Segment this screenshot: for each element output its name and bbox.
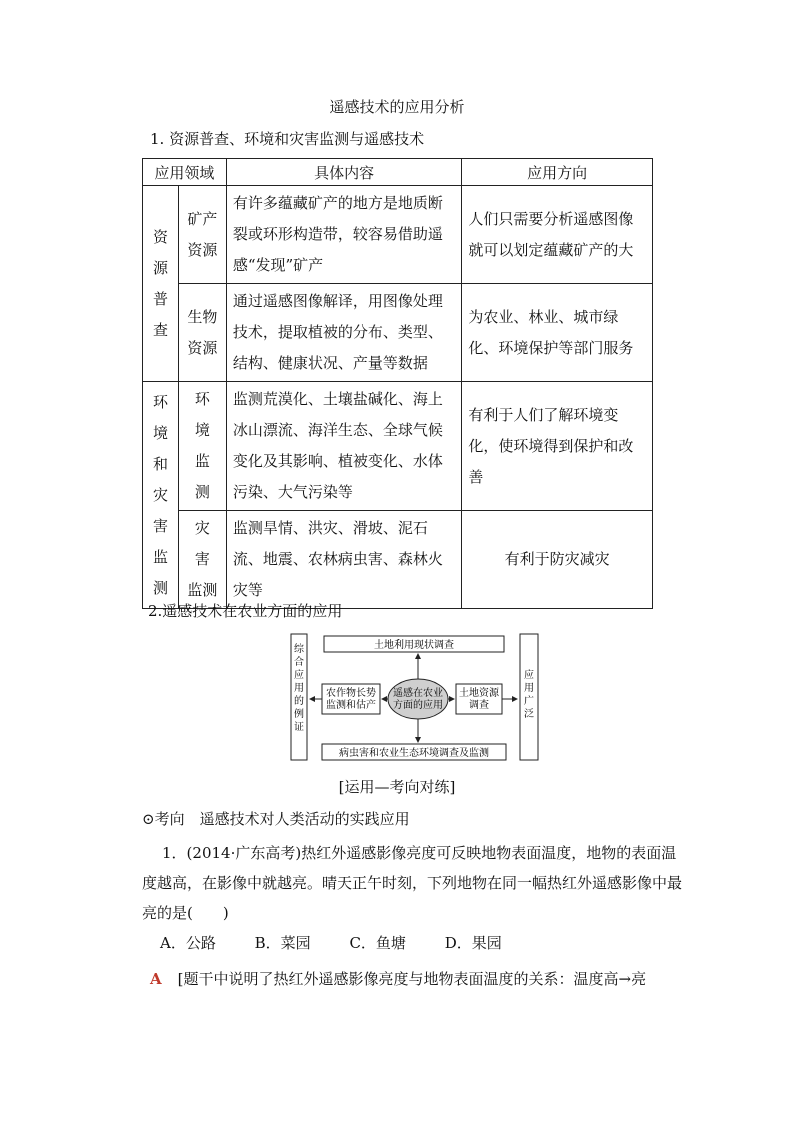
section-heading-1: 1. 资源普查、环境和灾害监测与遥感技术 bbox=[150, 130, 425, 148]
content-cell: 监测旱情、洪灾、滑坡、泥石流、地震、农林病虫害、森林火灾等 bbox=[226, 511, 462, 609]
center-text: 遥感在农业方面的应用 bbox=[393, 688, 443, 711]
page-title: 遥感技术的应用分析 bbox=[329, 98, 465, 116]
answer-text: [题干中说明了热红外遥感影像亮度与地物表面温度的关系：温度高→亮 bbox=[177, 970, 647, 988]
agriculture-diagram bbox=[290, 632, 540, 764]
content-cell: 通过遥感图像解译，用图像处理技术，提取植被的分布、类型、结构、健康状况、产量等数据 bbox=[226, 284, 462, 382]
content-cell: 有许多蕴藏矿产的地方是地质断裂或环形构造带，较容易借助遥感“发现”矿产 bbox=[226, 186, 462, 284]
center-ellipse bbox=[388, 679, 448, 719]
question-text: 1．(2014·广东高考)热红外遥感影像亮度可反映地物表面温度，地物的表面温度越高，在影像中就越亮。晴天正午时刻，下列地物在同一幅热红外遥感影像中最亮的是( ) bbox=[142, 844, 683, 922]
group-label bbox=[143, 186, 179, 382]
answer-options bbox=[160, 932, 536, 953]
option-b: B．菜园 bbox=[254, 934, 311, 952]
option-d: D．果园 bbox=[444, 934, 502, 952]
content-cell: 监测荒漠化、土壤盐碱化、海上冰山漂流、海洋生态、全球气候变化及其影响、植被变化、水体污染、大气污染等 bbox=[226, 382, 462, 511]
option-c: C．鱼塘 bbox=[349, 934, 406, 952]
table-header-row bbox=[143, 159, 653, 186]
sub-label-text: 灾 害 监测 bbox=[187, 519, 218, 599]
direction-cell: 有利于防灾减灾 bbox=[462, 511, 653, 609]
sub-label-text: 矿产 资源 bbox=[187, 209, 218, 259]
remote-sensing-table bbox=[142, 158, 653, 609]
side-right-text: 应用广泛 bbox=[524, 670, 534, 720]
option-a: A．公路 bbox=[160, 934, 216, 952]
sub-label bbox=[178, 186, 226, 284]
left-box-text: 农作物长势监测和估产 bbox=[326, 688, 376, 711]
group-label-text: 环 境 和 灾 害 监 测 bbox=[152, 392, 168, 597]
group-label bbox=[143, 382, 179, 609]
table-header: 具体内容 bbox=[226, 159, 462, 186]
side-left-text: 综合应用的例证 bbox=[294, 644, 304, 733]
practice-caption: [运用—考向对练] bbox=[338, 778, 456, 796]
sub-label-text: 环 境 监 测 bbox=[194, 390, 210, 501]
table-row bbox=[143, 511, 653, 609]
section-heading-2: 2.遥感技术在农业方面的应用 bbox=[148, 602, 343, 620]
table-header: 应用方向 bbox=[462, 159, 653, 186]
right-box-text: 土地资源调查 bbox=[459, 688, 499, 711]
answer-letter: A bbox=[150, 970, 162, 988]
sub-label bbox=[178, 382, 226, 511]
sub-label bbox=[178, 511, 226, 609]
sub-label bbox=[178, 284, 226, 382]
table-row bbox=[143, 186, 653, 284]
answer-explanation bbox=[150, 968, 690, 989]
sub-label-text: 生物 资源 bbox=[187, 307, 218, 357]
section-heading-3: ⊙考向 遥感技术对人类活动的实践应用 bbox=[142, 810, 410, 828]
direction-cell: 有利于人们了解环境变化，使环境得到保护和改善 bbox=[462, 382, 653, 511]
bottom-box-text: 病虫害和农业生态环境调查及监测 bbox=[339, 748, 489, 759]
table-row bbox=[143, 382, 653, 511]
group-label-text: 资 源 普 查 bbox=[152, 227, 168, 339]
table-row bbox=[143, 284, 653, 382]
top-box-text: 土地利用现状调查 bbox=[374, 640, 454, 651]
direction-cell: 人们只需要分析遥感图像就可以划定蕴藏矿产的大 bbox=[462, 186, 653, 284]
direction-cell: 为农业、林业、城市绿化、环境保护等部门服务 bbox=[462, 284, 653, 382]
table-header: 应用领域 bbox=[143, 159, 227, 186]
